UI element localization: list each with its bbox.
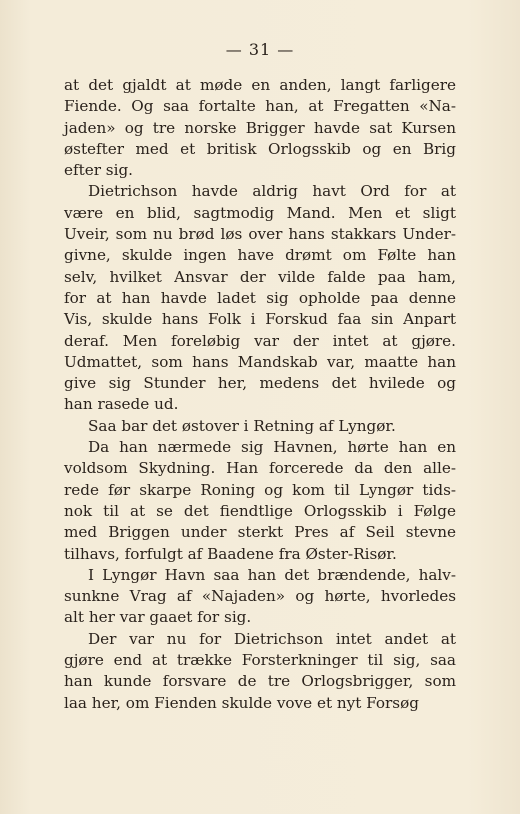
text-line: nok til at se det fiendtlige Orlogsskib i Følge	[64, 501, 456, 520]
body-text	[64, 75, 456, 714]
paragraph	[64, 416, 456, 437]
text-line: for at han havde ladet sig opholde paa denne	[64, 288, 456, 307]
text-line: Fiende. Og saa fortalte han, at Fregatten «Na-	[64, 97, 456, 116]
text-line: Da han nærmede sig Havnen, hørte han en	[88, 438, 456, 457]
text-line: Dietrichson havde aldrig havt Ord for at	[88, 182, 456, 201]
text-line: Vis, skulde hans Folk i Forskud faa sin Anpart	[64, 310, 456, 329]
text-line: selv, hvilket Ansvar der vilde falde paa ham,	[64, 267, 456, 286]
paragraph	[64, 437, 456, 565]
text-line: Uveir, som nu brød løs over hans stakkars Under-	[64, 225, 456, 244]
text-line: Udmattet, som hans Mandskab var, maatte han	[64, 352, 456, 371]
text-line: at det gjaldt at møde en anden, langt farligere	[64, 76, 456, 94]
text-line: jaden» og tre norske Brigger havde sat Kursen	[64, 118, 456, 137]
page-number: — 31 —	[225, 40, 295, 59]
text-line: I Lyngør Havn saa han det brændende, halv-	[88, 565, 456, 584]
text-line: Saa bar det østover i Retning af Lyngør.	[88, 416, 396, 435]
text-line: laa her, om Fienden skulde vove et nyt Forsøg	[64, 693, 419, 712]
text-line: han kunde forsvare de tre Orlogsbrigger, som	[64, 672, 456, 691]
text-line: give sig Stunder her, medens det hvilede og	[64, 374, 456, 393]
paragraph	[64, 565, 456, 629]
text-line: være en blid, sagtmodig Mand. Men et sligt	[64, 203, 456, 222]
text-line: alt her var gaaet for sig.	[64, 608, 252, 627]
paragraph	[64, 629, 456, 714]
text-line: givne, skulde ingen have drømt om Følte han	[64, 246, 456, 265]
paragraph	[64, 75, 456, 181]
text-line: med Briggen under sterkt Pres af Seil stevne	[64, 523, 456, 542]
text-line: rede før skarpe Roning og kom til Lyngør tids-	[64, 480, 456, 499]
text-line: han rasede ud.	[64, 395, 179, 414]
text-line: tilhavs, forfulgt af Baadene fra Øster-Risør.	[64, 544, 397, 563]
text-line: østefter med et britisk Orlogsskib og en Brig	[64, 139, 456, 158]
text-line: deraf. Men foreløbig var der intet at gjøre.	[64, 331, 456, 350]
text-line: efter sig.	[64, 161, 133, 180]
text-line: voldsom Skydning. Han forcerede da den alle-	[64, 459, 456, 478]
text-line: Der var nu for Dietrichson intet andet at	[88, 629, 456, 648]
text-line: gjøre end at trække Forsterkninger til sig, saa	[64, 651, 456, 670]
paragraph	[64, 181, 456, 415]
text-line: sunkne Vrag af «Najaden» og hørte, hvorledes	[64, 587, 456, 606]
